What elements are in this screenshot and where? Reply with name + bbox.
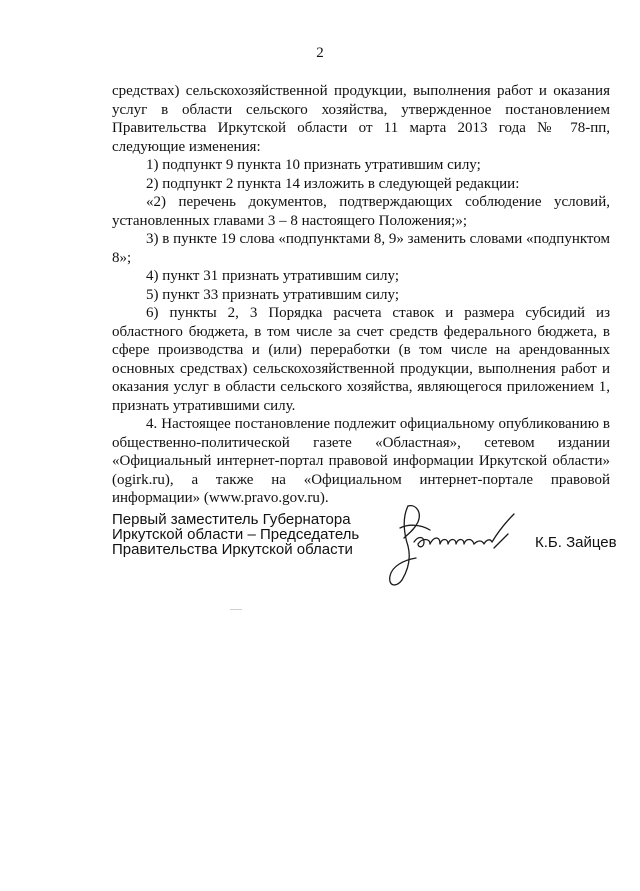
- page-number: 2: [316, 45, 324, 61]
- signer-name: К.Б. Зайцев: [535, 534, 617, 551]
- paragraph-continuation: средствах) сельскохозяйственной продукции, выполнения работ и оказания услуг в области сельского хозяйства, утвержденное постановлением Правительства Иркутской области от 11 марта 2013 года № 78-пп, следующие изменения:: [112, 83, 610, 155]
- document-body: [112, 82, 610, 508]
- paragraph-item-6: 6) пункты 2, 3 Порядка расчета ставок и размера субсидий из областного бюджета, в том числе за счет средств федерального бюджета, в сфере производства и (или) переработки (в том числе на арендованных основных средствах) сельскохозяйственной продукции, выполнения работ и оказания услуг в области сельского хозяйства, являющегося приложением 1, признать утратившими силу.: [112, 305, 610, 414]
- signatory-title: [112, 512, 359, 557]
- signatory-title-line-3: Правительства Иркутской области: [112, 541, 353, 558]
- paragraph-item-5: 5) пункт 33 признать утратившим силу;: [146, 286, 400, 303]
- signatory-title-line-2: Иркутской области – Председатель: [112, 526, 360, 543]
- paragraph-section-4: 4. Настоящее постановление подлежит официальному опубликованию в общественно-политической газете «Областная», сетевом издании «Официальный интернет-портал правовой информации Иркутской области» (ogirk.ru), а также на «Официальном интернет-портале правовой информации» (www.pravo.gov.ru).: [112, 416, 610, 506]
- paragraph-quote: «2) перечень документов, подтверждающих соблюдение условий, установленных главами 3 – 8 настоящего Положения;»;: [112, 194, 610, 229]
- paragraph-item-3: 3) в пункте 19 слова «подпунктами 8, 9» заменить словами «подпунктом 8»;: [112, 231, 610, 266]
- paragraph-item-2: 2) подпункт 2 пункта 14 изложить в следующей редакции:: [146, 175, 520, 192]
- scan-artifact: [230, 609, 242, 610]
- handwritten-signature: [378, 498, 528, 593]
- paragraph-item-1: 1) подпункт 9 пункта 10 признать утратившим силу;: [146, 157, 481, 173]
- signatory-title-line-1: Первый заместитель Губернатора: [112, 511, 351, 528]
- paragraph-item-4: 4) пункт 31 признать утратившим силу;: [146, 268, 400, 284]
